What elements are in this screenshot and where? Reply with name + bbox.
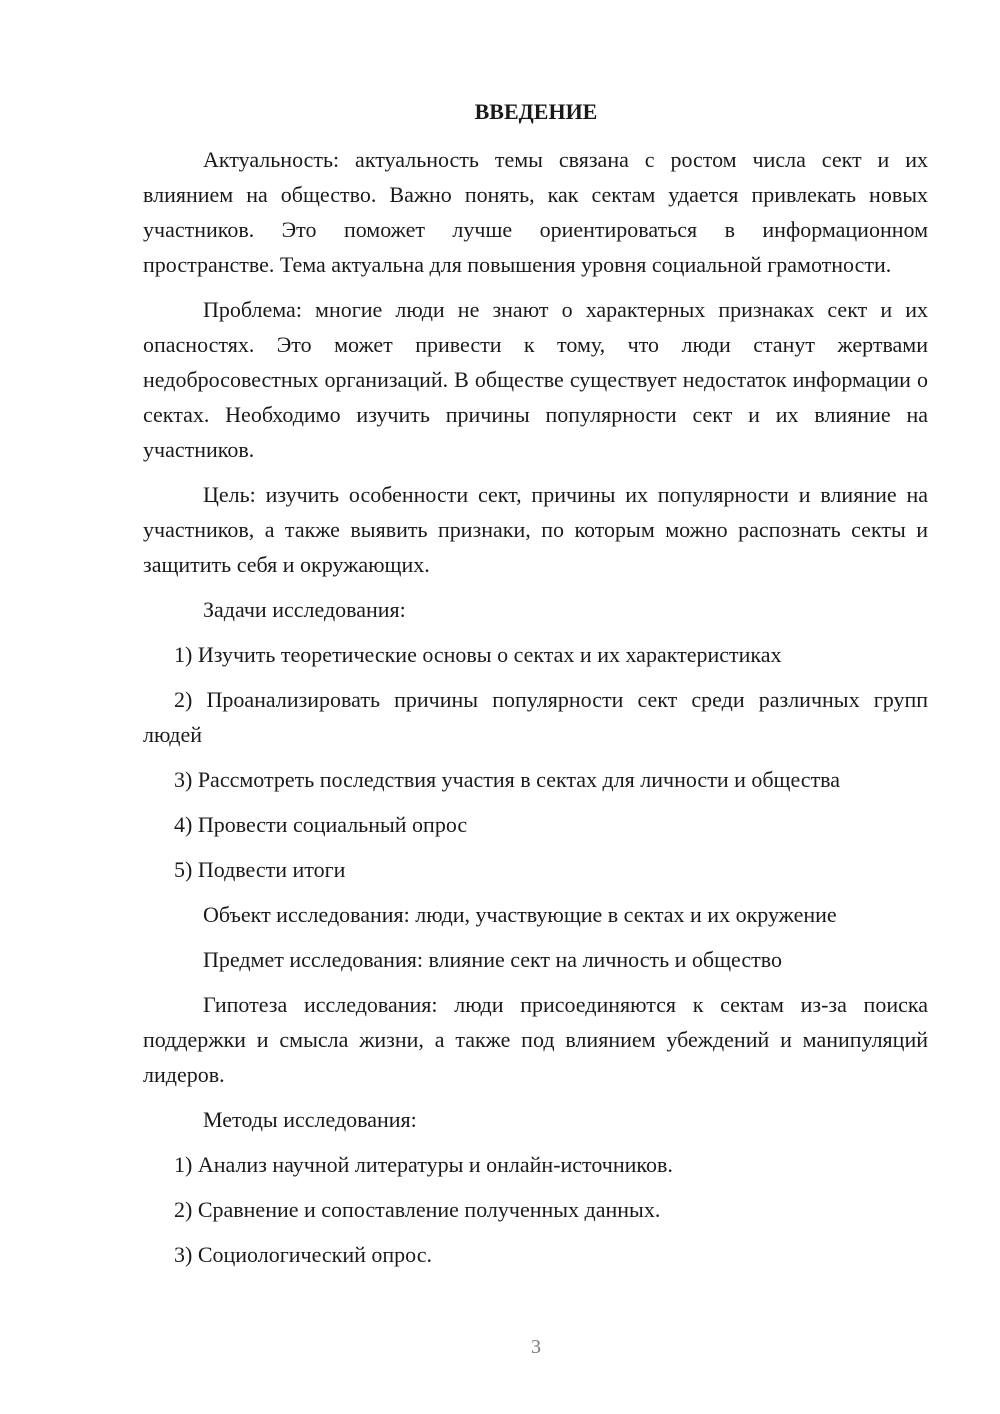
method-item: 1) Анализ научной литературы и онлайн-источников. [174,1152,673,1177]
problem-paragraph: Проблема: многие люди не знают о характерных признаках сект и их опасностях. Это может привести к тому, что люди станут жертвами недобросовестных организаций. В обществе существует недостаток информации о сектах. Необходимо изучить причины популярности сект и их влияние на участников. [143,297,928,462]
task-item: 1) Изучить теоретические основы о сектах и их характеристиках [174,642,782,667]
method-item: 2) Сравнение и сопоставление полученных данных. [174,1197,661,1222]
section-body [143,142,928,1282]
task-item: 3) Рассмотреть последствия участия в сектах для личности и общества [174,767,841,792]
actuality-paragraph: Актуальность: актуальность темы связана с ростом числа сект и их влиянием на общество. Важно понять, как сектам удается привлекать новых участников. Это поможет лучше ориентироваться в информационном пространстве. Тема актуальна для повышения уровня социальной грамотности. [143,147,928,277]
task-item: 2) Проанализировать причины популярности сект среди различных групп людей [143,687,928,747]
method-item: 3) Социологический опрос. [174,1242,432,1267]
task-item: 4) Провести социальный опрос [174,812,468,837]
tasks-heading: Задачи исследования: [203,597,406,622]
research-subject: Предмет исследования: влияние сект на личность и общество [203,947,782,972]
research-object: Объект исследования: люди, участвующие в сектах и их окружение [203,902,837,927]
page-number: 3 [531,1336,541,1358]
goal-paragraph: Цель: изучить особенности сект, причины их популярности и влияние на участников, а также выявить признаки, по которым можно распознать секты и защитить себя и окружающих. [143,482,928,577]
methods-heading: Методы исследования: [203,1107,417,1132]
section-title: ВВЕДЕНИЕ [474,99,598,124]
hypothesis-paragraph: Гипотеза исследования: люди присоединяются к сектам из-за поиска поддержки и смысла жизни, а также под влиянием убеждений и манипуляций лидеров. [143,992,928,1087]
task-item: 5) Подвести итоги [174,857,346,882]
